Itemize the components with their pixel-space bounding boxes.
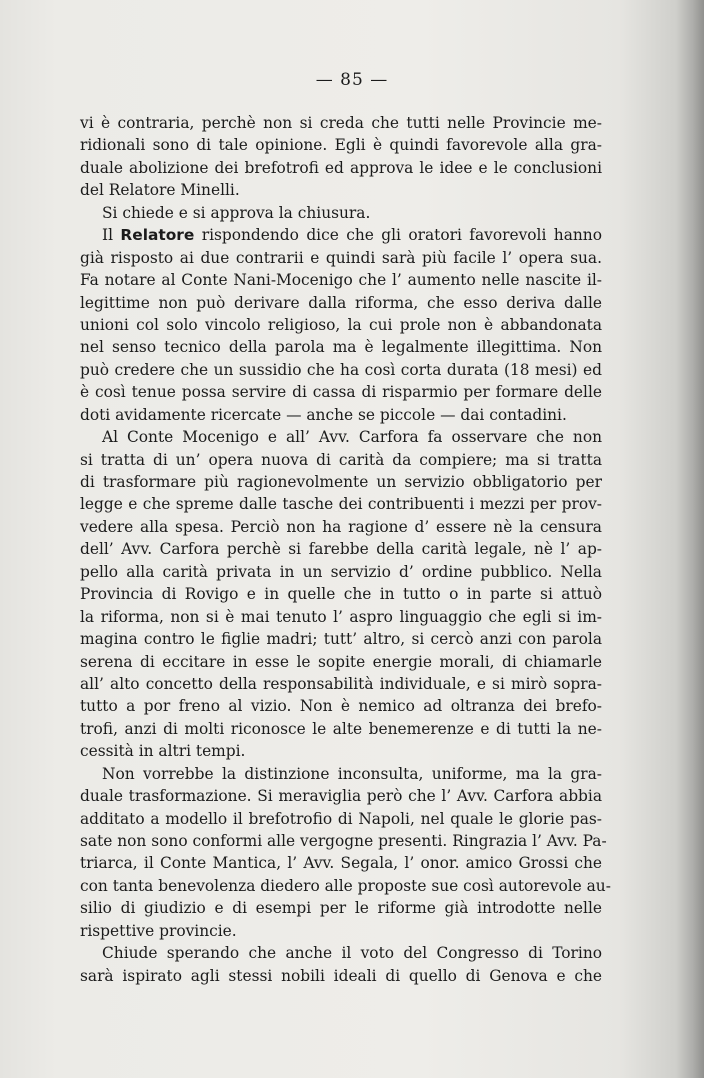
text-line: triarca, il Conte Mantica, l’ Avv. Segala, l’ onor. amico Grossi che	[80, 854, 602, 873]
text-line: serena di eccitare in esse le sopite energie morali, di chiamarle	[80, 652, 602, 671]
speaker-name-bold: Relatore	[120, 226, 195, 245]
text-line: con tanta benevolenza diedero alle proposte sue così autorevole au-	[80, 876, 611, 895]
text-line: del Relatore Minelli.	[80, 181, 240, 200]
text-line: Al Conte Mocenigo e all’ Avv. Carfora fa osservare che non	[102, 428, 602, 447]
text-line: sate non sono conformi alle vergogne presenti. Ringrazia l’ Avv. Pa-	[80, 832, 607, 850]
text-line: sarà ispirato agli stessi nobili ideali di quello di Genova e che	[80, 966, 602, 985]
text-line: Non vorrebbe la distinzione inconsulta, uniforme, ma la gra-	[102, 764, 602, 783]
text-line: doti avidamente ricercate — anche se piccole — dai contadini.	[80, 405, 567, 424]
text-rest: rispondendo dice che gli oratori favorevoli hanno	[194, 226, 602, 245]
text-line: di trasformare più ragionevolmente un servizio obbligatorio per	[80, 473, 602, 491]
text-line: dell’ Avv. Carfora perchè si farebbe della carità legale, nè l’ ap-	[80, 540, 602, 559]
text-line: nel senso tecnico della parola ma è legalmente illegittima. Non	[80, 338, 602, 357]
text-line: vi è contraria, perchè non si creda che tutti nelle Provincie me-	[80, 114, 602, 132]
text-line: pello alla carità privata in un servizio d’ ordine pubblico. Nella	[80, 562, 602, 581]
text-line: trofi, anzi di molti riconosce le alte benemerenze e di tutti la ne-	[80, 719, 602, 738]
text-line: duale trasformazione. Si meraviglia però che l’ Avv. Carfora abbia	[80, 787, 602, 806]
page-number: — 85 —	[315, 70, 389, 90]
text-line: già risposto ai due contrarii e quindi sarà più facile l’ opera sua.	[80, 248, 602, 267]
text-line: Chiude sperando che anche il voto del Congresso di Torino	[102, 944, 602, 963]
text-line: tutto a por freno al vizio. Non è nemico ad oltranza dei brefo-	[80, 697, 602, 716]
text-line: duale abolizione dei brefotrofi ed approva le idee e le conclusioni	[80, 158, 602, 177]
text-line: ridionali sono di tale opinione. Egli è quindi favorevole alla gra-	[80, 136, 602, 155]
text-line: la riforma, non si è mai tenuto l’ aspro linguaggio che egli si im-	[80, 607, 602, 626]
page-edge-shadow	[676, 0, 704, 1078]
text-line: Fa notare al Conte Nani-Mocenigo che l’ aumento nelle nascite il-	[80, 271, 602, 290]
text-line: Provincia di Rovigo e in quelle che in tutto o in parte si attuò	[80, 585, 602, 604]
text-line: additato a modello il brefotrofio di Napoli, nel quale le glorie pas-	[80, 809, 602, 828]
text-line	[80, 224, 602, 246]
text-line: unioni col solo vincolo religioso, la cui prole non è abbandonata	[80, 315, 602, 334]
text-prefix: Il	[102, 226, 121, 245]
text-line: legge e che spreme dalle tasche dei contribuenti i mezzi per prov-	[80, 495, 602, 514]
text-line: cessità in altri tempi.	[80, 742, 246, 761]
text-line: Si chiede e si approva la chiusura.	[102, 203, 371, 222]
text-line: rispettive provincie.	[80, 921, 237, 940]
text-line: è così tenue possa servire di cassa di risparmio per formare delle	[80, 383, 602, 402]
text-line: magina contro le figlie madri; tutt’ altro, si cercò anzi con parola	[80, 630, 602, 649]
text-line: silio di giudizio e di esempi per le riforme già introdotte nelle	[80, 899, 602, 918]
text-line: vedere alla spesa. Perciò non ha ragione d’ essere nè la censura	[80, 517, 602, 536]
text-line: all’ alto concetto della responsabilità individuale, e si mirò sopra-	[80, 674, 602, 693]
text-line: si tratta di un’ opera nuova di carità da compiere; ma si tratta	[80, 450, 602, 469]
text-line: legittime non può derivare dalla riforma, che esso deriva dalle	[80, 293, 602, 312]
body-text	[80, 112, 611, 987]
text-line: può credere che un sussidio che ha così corta durata (18 mesi) ed	[80, 360, 602, 379]
